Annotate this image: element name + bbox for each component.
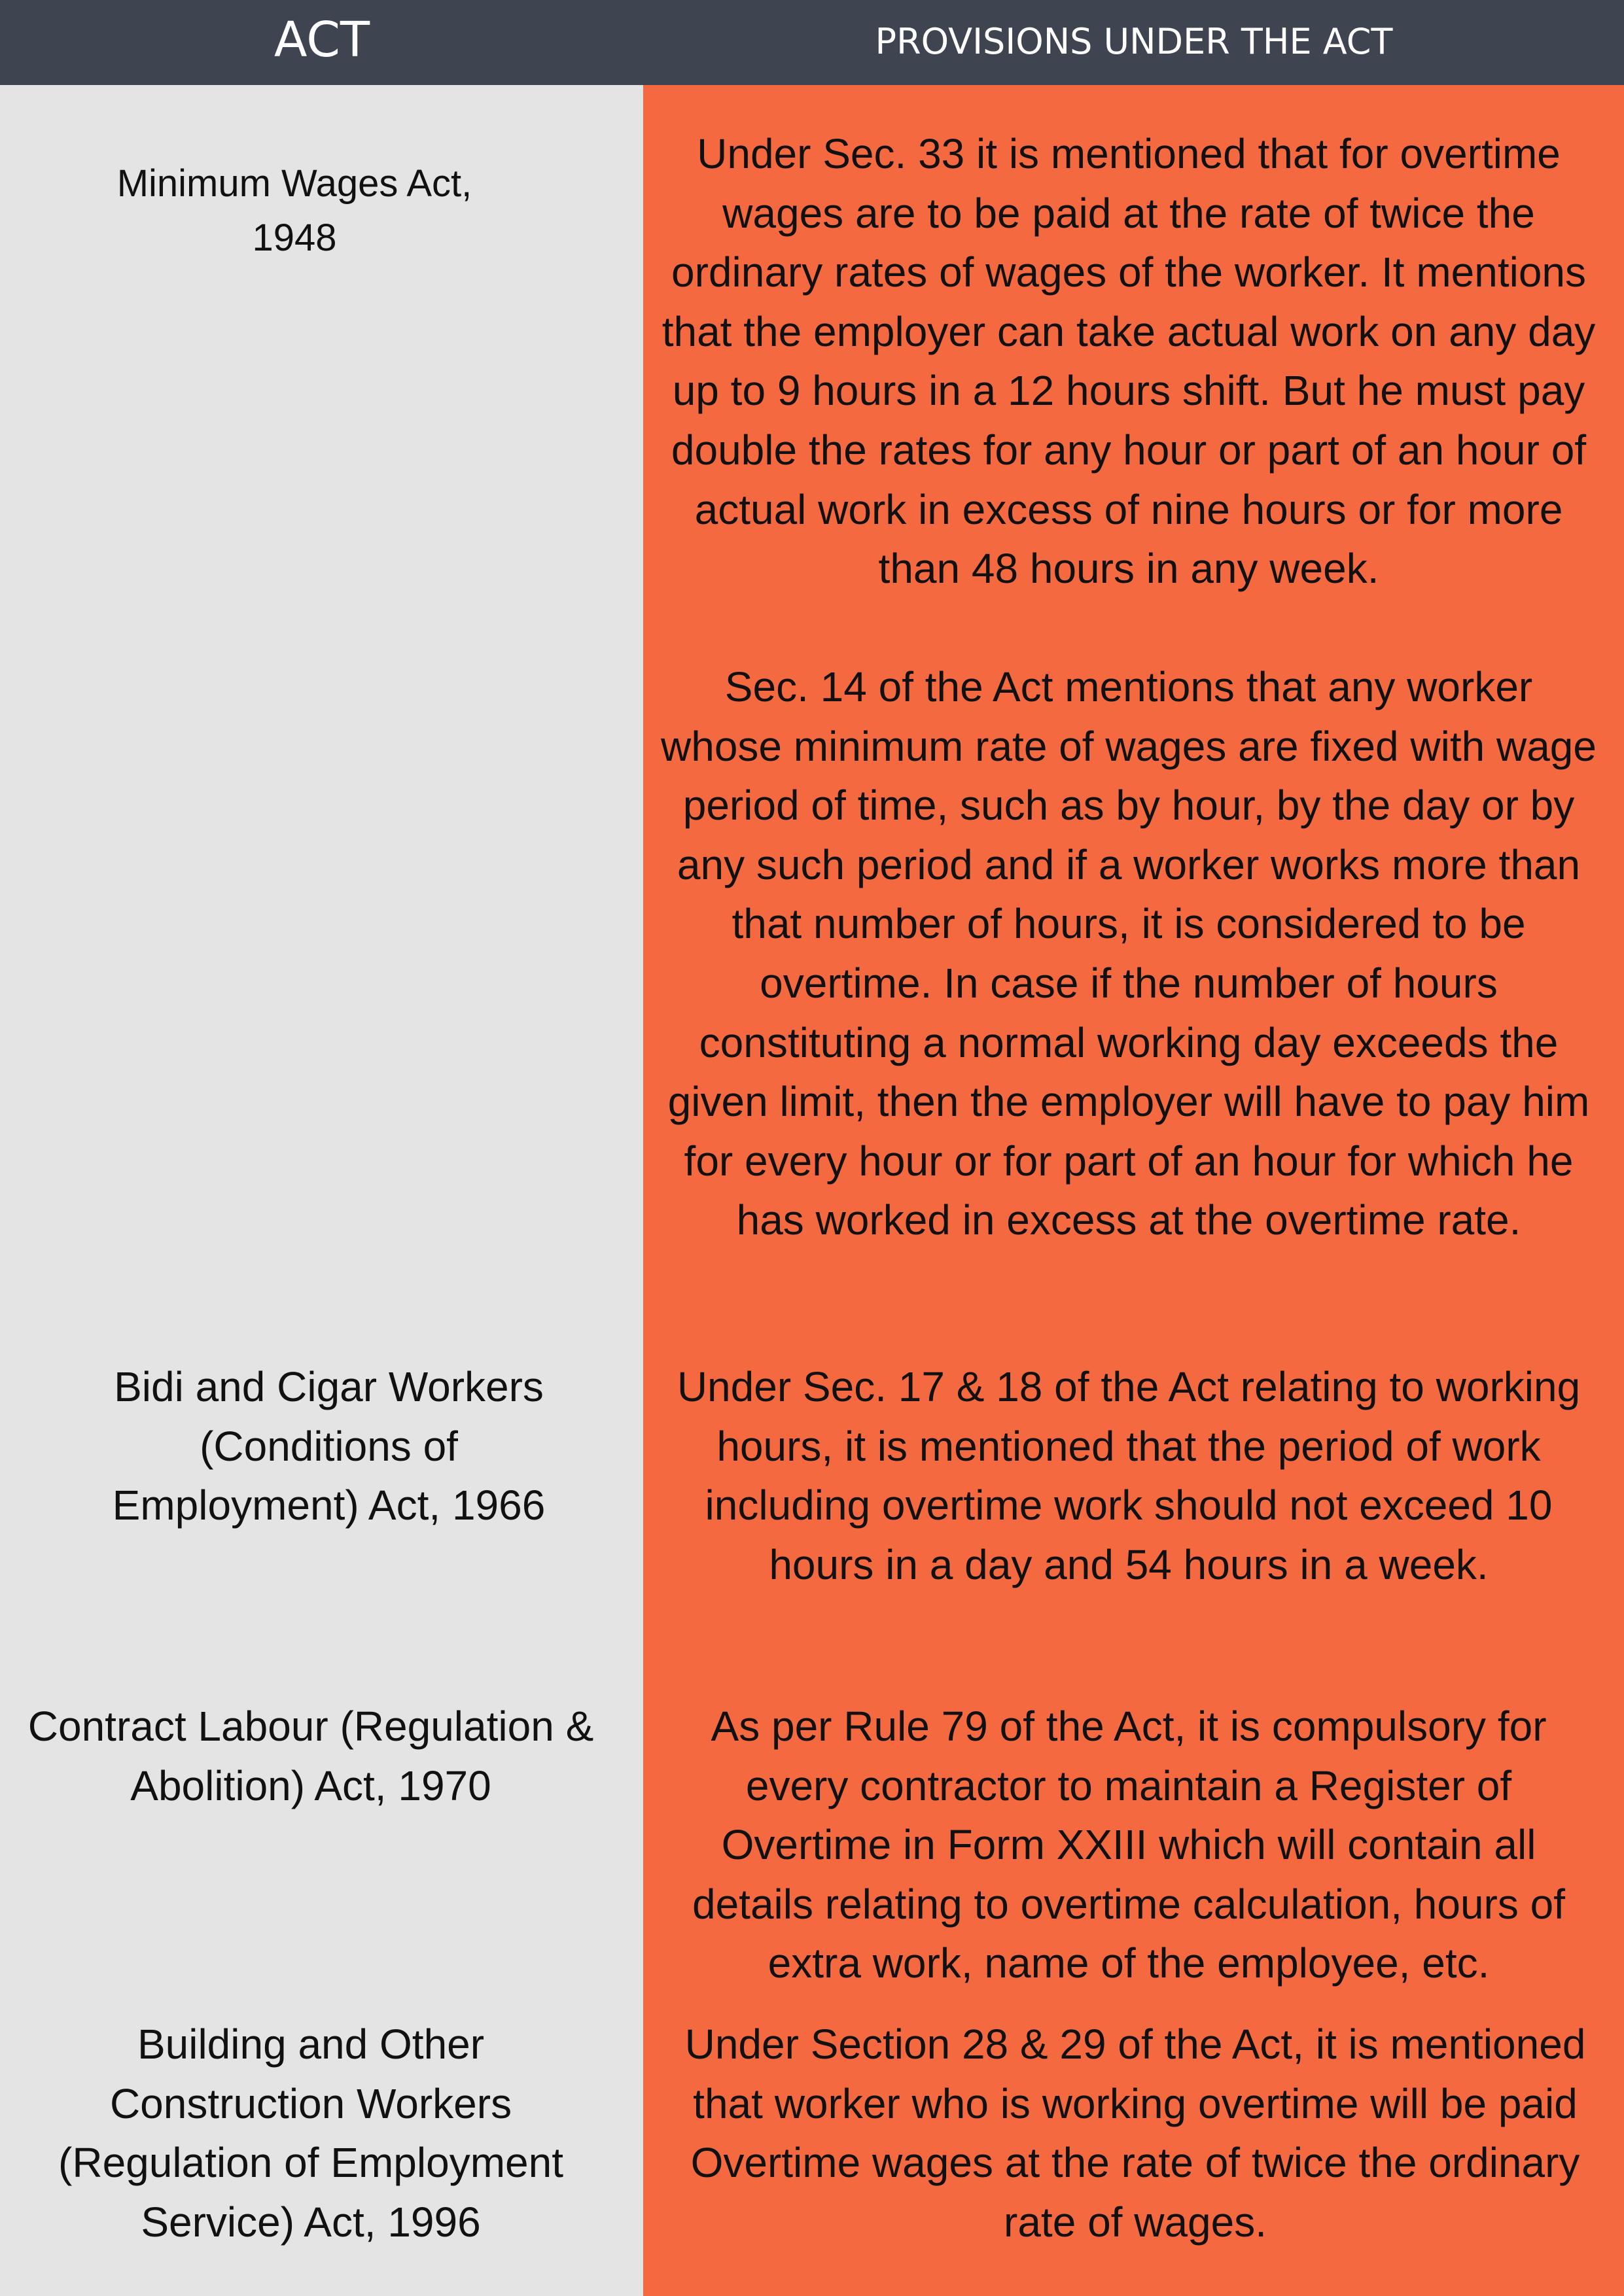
table-header <box>0 0 1624 85</box>
act-name-minimum-wages: Minimum Wages Act, 1948 <box>116 162 472 259</box>
provision-minimum-wages-sec33: Under Sec. 33 it is mentioned that for overtime wages are to be paid at the rate of twice the ordinary rates of wages of the worker. It mentions that the employer can take actual work on any day up to 9 hours in a 12 hours shift. But he must pay double the rates for any hour or part of an hour of actual work in excess of nine hours or for more than 48 hours in any week. <box>662 130 1596 593</box>
act-name-contract-labour: Contract Labour (Regulation & Abolition) Act, 1970 <box>27 1703 594 1809</box>
provision-minimum-wages-sec14: Sec. 14 of the Act mentions that any worker whose minimum rate of wages are fixed with wage period of time, such as by hour, by the day or by any such period and if a worker works more than that number of hours, it is considered to be overtime. In case if the number of hours constituting a normal working day exceeds the given limit, then the employer will have to pay him for every hour or for part of an hour for which he has worked in excess at the overtime rate. <box>661 663 1597 1244</box>
act-name-bidi-cigar: Bidi and Cigar Workers (Conditions of Employment) Act, 1966 <box>112 1363 546 1529</box>
act-column <box>0 85 643 2296</box>
act-column-heading: ACT <box>274 12 370 68</box>
provision-bidi-cigar: Under Sec. 17 & 18 of the Act relating to working hours, it is mentioned that the period of work including overtime work should not exceed 10 hours in a day and 54 hours in a week. <box>677 1363 1581 1588</box>
provision-building-construction: Under Section 28 & 29 of the Act, it is mentioned that worker who is working overtime will be paid Overtime wages at the rate of twice the ordinary rate of wages. <box>684 2021 1586 2246</box>
act-name-building-construction: Building and Other Construction Workers (Regulation of Employment Service) Act, 1996 <box>58 2021 563 2246</box>
provisions-column-heading: PROVISIONS UNDER THE ACT <box>875 21 1393 62</box>
provision-contract-labour: As per Rule 79 of the Act, it is compulsory for every contractor to maintain a Register of Overtime in Form XXIII which will contain all details relating to overtime calculation, hours of extra work, name of the employee, etc. <box>692 1703 1566 1987</box>
